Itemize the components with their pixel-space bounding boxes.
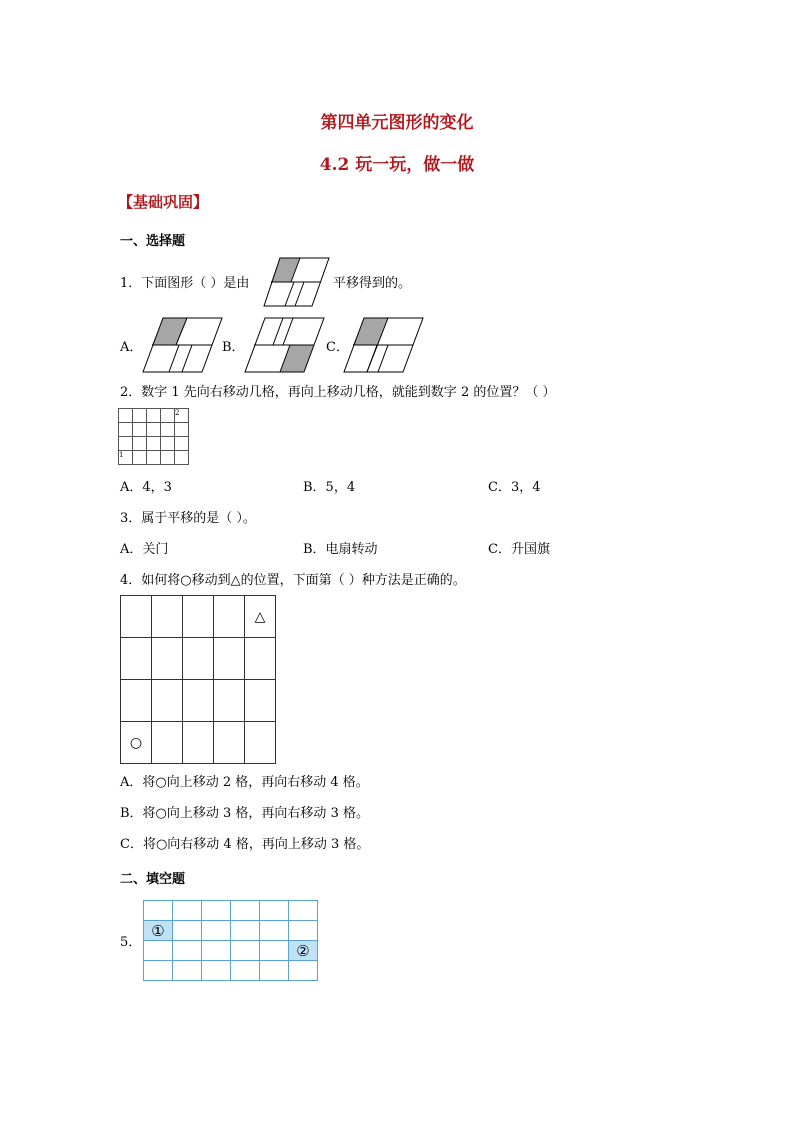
q2-option-b[interactable]: B．5，4: [303, 480, 356, 495]
unit-title: 第四单元图形的变化: [320, 113, 474, 133]
q2-option-a[interactable]: A．4，3: [120, 480, 172, 495]
part2-heading: 二、填空题: [120, 872, 186, 887]
q4-option-b[interactable]: B．将○向上移动 3 格，再向右移动 3 格。: [120, 806, 369, 821]
q4-option-a[interactable]: A．将○向上移动 2 格，再向右移动 4 格。: [120, 775, 369, 790]
q2-option-c[interactable]: C．3，4: [488, 480, 541, 495]
q2-grid-label-2: 2: [175, 409, 189, 423]
q2-question: 2．数字 1 先向右移动几格，再向上移动几格，就能到数字 2 的位置？（ ）: [120, 385, 556, 400]
part1-heading: 一、选择题: [120, 234, 186, 249]
q4-question: 4．如何将○移动到△的位置，下面第（ ）种方法是正确的。: [120, 573, 466, 588]
q1-source-figure: [263, 257, 331, 307]
q1-figure-c[interactable]: [343, 317, 425, 373]
q1-option-a[interactable]: A．: [120, 340, 143, 355]
q1-figure-a[interactable]: [142, 317, 224, 373]
lesson-title: 4.2 玩一玩，做一做: [319, 155, 475, 175]
section-tag: 【基础巩固】: [118, 193, 209, 211]
q1-prefix: 1．下面图形（ ）是由: [120, 276, 250, 291]
q4-circle-symbol: ○: [121, 722, 152, 764]
q5-cell-2: ②: [289, 941, 318, 961]
q4-triangle-symbol: △: [245, 596, 276, 638]
q2-grid-label-1: 1: [119, 451, 133, 465]
q5-grid: [143, 900, 318, 981]
q5-label: 5．: [120, 935, 142, 950]
q2-grid: [118, 408, 189, 465]
q1-suffix: 平移得到的。: [333, 276, 412, 291]
q1-option-b[interactable]: B．: [222, 340, 245, 355]
q4-option-c[interactable]: C．将○向右移动 4 格，再向上移动 3 格。: [120, 837, 370, 852]
q3-option-a[interactable]: A．关门: [120, 542, 169, 557]
q1-option-c[interactable]: C．: [326, 340, 349, 355]
q4-grid: [120, 595, 276, 764]
q5-cell-1: ①: [144, 921, 173, 941]
q3-option-b[interactable]: B．电扇转动: [303, 542, 378, 557]
q3-option-c[interactable]: C．升国旗: [488, 542, 550, 557]
q1-figure-b[interactable]: [244, 317, 326, 373]
q3-question: 3．属于平移的是（ ）。: [120, 511, 256, 526]
